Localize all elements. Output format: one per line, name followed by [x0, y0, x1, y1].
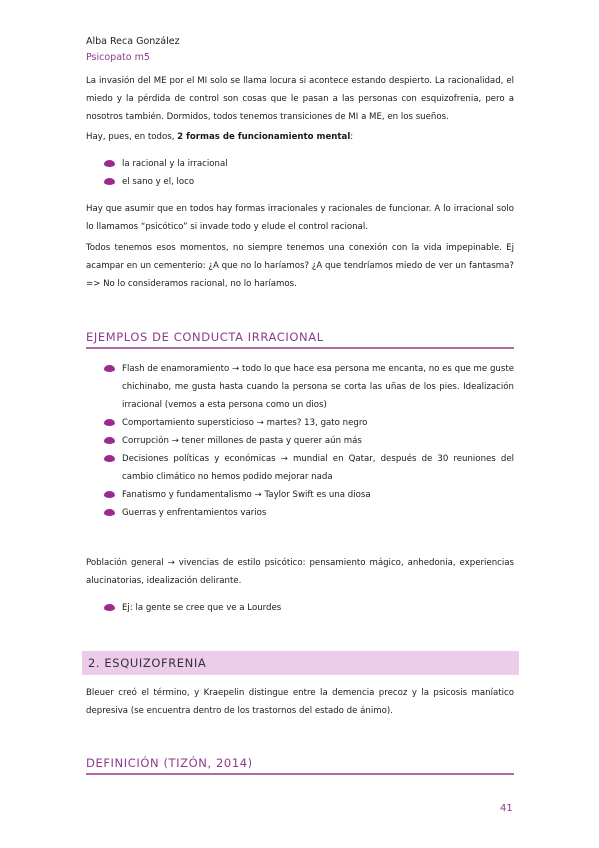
- example-list: [104, 599, 514, 617]
- lips-bullet-icon: [104, 604, 115, 611]
- lips-bullet-icon: [104, 455, 115, 462]
- lips-bullet-icon: [104, 509, 115, 516]
- list-item: [104, 173, 514, 191]
- lips-bullet-icon: [104, 437, 115, 444]
- list-item: [104, 414, 514, 432]
- lips-bullet-icon: [104, 419, 115, 426]
- page-number: 41: [500, 803, 513, 814]
- paragraph-two-forms: [86, 128, 514, 146]
- list-item-text: el sano y el, loco: [122, 177, 195, 187]
- lips-bullet-icon: [104, 365, 115, 372]
- forms-list: [104, 155, 514, 191]
- section-title-definition: DEFINICIÓN (TIZÓN, 2014): [86, 756, 253, 770]
- header-author: Alba Reca González: [86, 36, 180, 47]
- paragraph-moments: Todos tenemos esos momentos, no siempre tenemos una conexión con la vida impepinable. Ej acampar en un cementerio: ¿A que no lo haríamos? ¿A que tendríamos miedo de ver un fantasma? => No lo consideramos racional, no lo haríamos.: [86, 243, 514, 289]
- list-item: [104, 155, 514, 173]
- list-item-text: Comportamiento supersticioso → martes? 13, gato negro: [122, 418, 368, 428]
- list-item: [104, 599, 514, 617]
- list-item: [104, 504, 514, 522]
- two-forms-text-start: Hay, pues, en todos,: [86, 132, 178, 142]
- list-item-text: Decisiones políticas y económicas → mundial en Qatar, después de 30 reuniones del cambio climático no hemos podido mejorar nada: [122, 454, 514, 482]
- list-item-text: Flash de enamoramiento → todo lo que hace esa persona me encanta, no es que me guste chichinabo, me gusta hasta cuando la persona se corta las uñas de los pies. Idealización irracional (vemos a esta persona como un dios): [122, 364, 514, 410]
- list-item: [104, 486, 514, 504]
- paragraph-invasion: La invasión del ME por el MI solo se llama locura si acontece estando despierto. La racionalidad, el miedo y la pérdida de control son cosas que le pasan a las personas con esquizofrenia, pero a nosotros también. Dormidos, todos tenemos transiciones de MI a ME, en los sueños.: [86, 76, 514, 122]
- list-item-text: Corrupción → tener millones de pasta y querer aún más: [122, 436, 362, 446]
- two-forms-text-end: :: [350, 132, 354, 142]
- section-title-irrational-examples: EJEMPLOS DE CONDUCTA IRRACIONAL: [86, 330, 324, 344]
- list-item-text: la racional y la irracional: [122, 159, 228, 169]
- list-item: [104, 360, 514, 414]
- paragraph-irrational: Hay que asumir que en todos hay formas irracionales y racionales de funcionar. A lo irracional solo lo llamamos “psicótico” si invade todo y elude el control racional.: [86, 204, 514, 232]
- list-item: [104, 432, 514, 450]
- section-divider: [86, 347, 514, 349]
- irrational-examples-list: [104, 360, 514, 522]
- lips-bullet-icon: [104, 178, 115, 185]
- lips-bullet-icon: [104, 491, 115, 498]
- list-item-text: Guerras y enfrentamientos varios: [122, 508, 267, 518]
- two-forms-bold: 2 formas de funcionamiento mental: [177, 132, 351, 142]
- paragraph-bleuer: Bleuer creó el término, y Kraepelin distingue entre la demencia precoz y la psicosis maníatico depresiva (se encuentra dentro de los trastornos del estado de ánimo).: [86, 688, 514, 716]
- paragraph-general-population: Población general → vivencias de estilo psicótico: pensamiento mágico, anhedonia, experiencias alucinatorias, idealización delirante.: [86, 558, 514, 586]
- list-item: [104, 450, 514, 486]
- section-divider: [86, 773, 514, 775]
- lips-bullet-icon: [104, 160, 115, 167]
- section-title-schizophrenia: 2. ESQUIZOFRENIA: [88, 656, 207, 670]
- list-item-text: Ej: la gente se cree que ve a Lourdes: [122, 603, 282, 613]
- header-course: Psicopato m5: [86, 52, 150, 63]
- list-item-text: Fanatismo y fundamentalismo → Taylor Swift es una diosa: [122, 490, 371, 500]
